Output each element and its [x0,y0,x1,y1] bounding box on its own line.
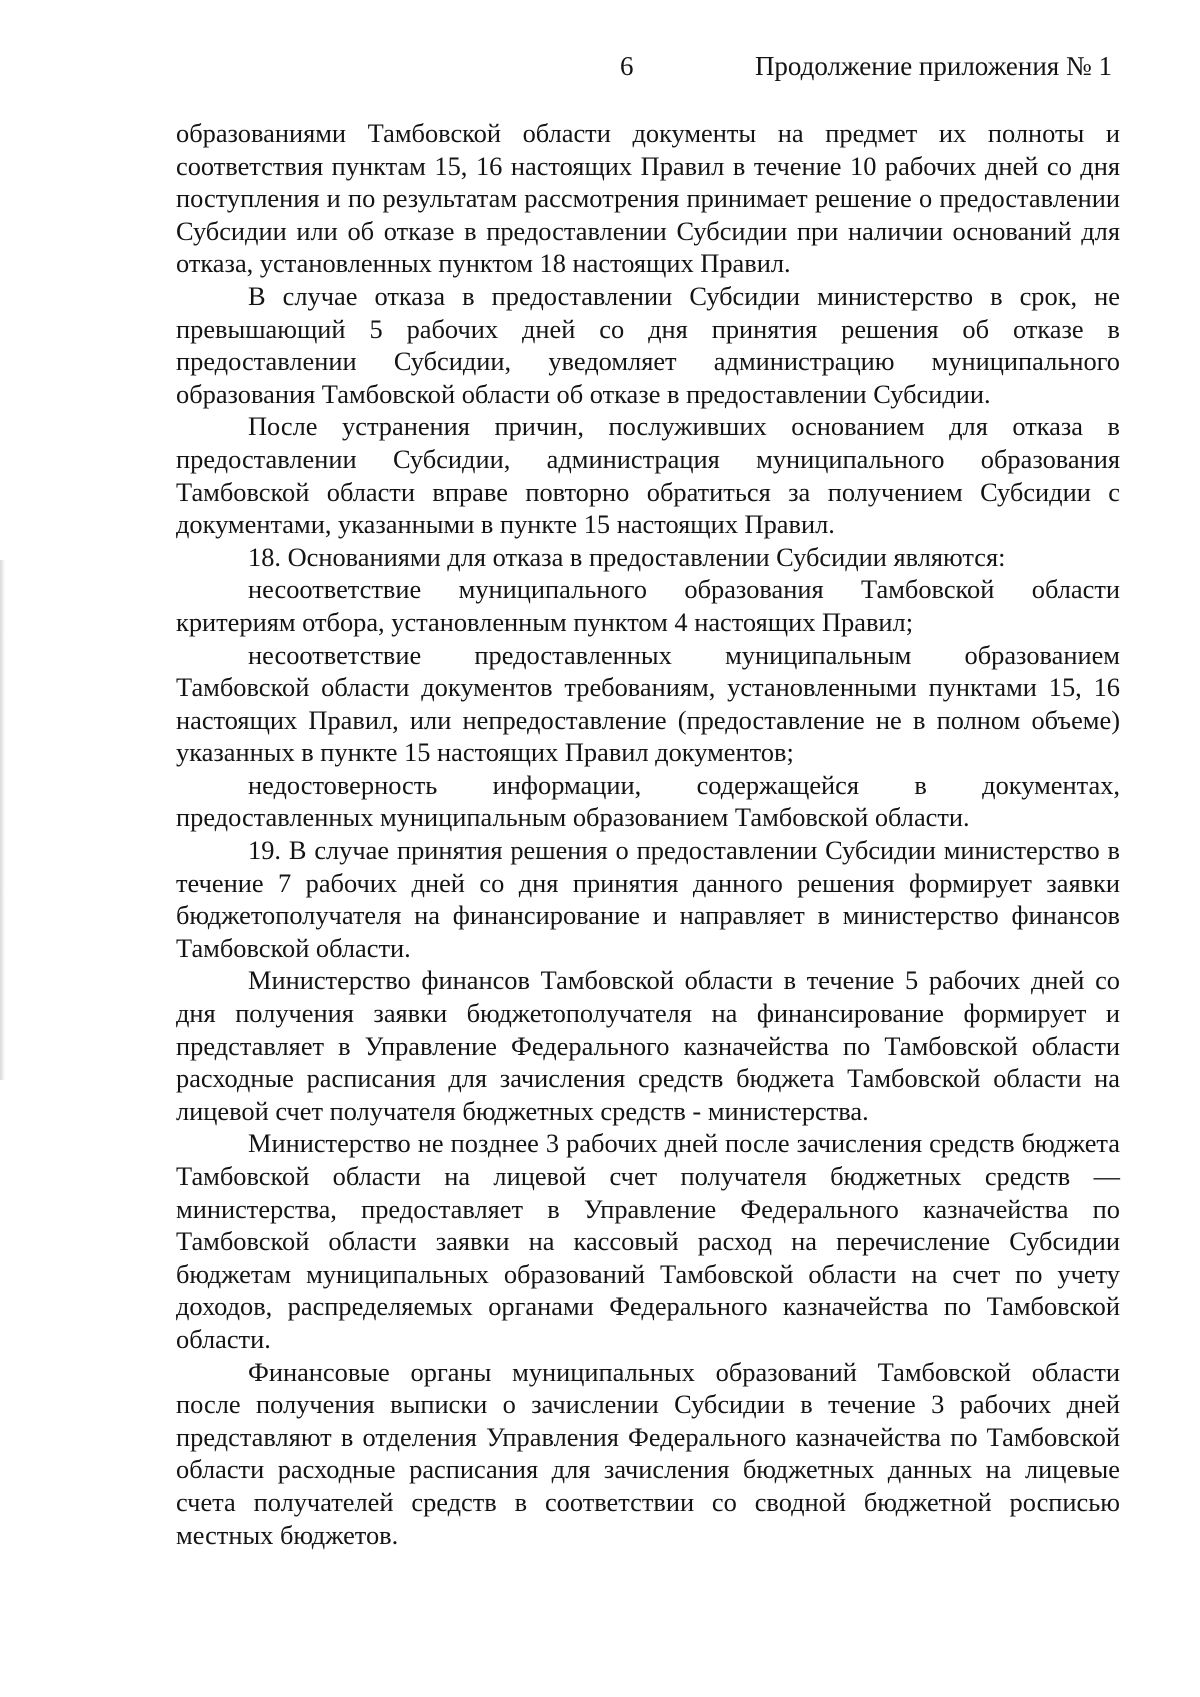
paragraph-reapplication: После устранения причин, послуживших основанием для отказа в предоставлении Субсидии, администрация муниципального образования Тамбовской области вправе повторно обратиться за получением Субсидии с документами, указанными в пункте 15 настоящих Правил. [176,411,1120,540]
page-number: 6 [620,51,634,81]
paragraph-refusal-ground-documents: несоответствие предоставленных муниципальным образованием Тамбовской области документов требованиям, установленными пунктами 15, 16 настоящих Правил, или непредоставление (предоставление не в полном объеме) указанных в пункте 15 настоящих Правил документов; [176,639,1120,768]
paragraph-item-19: 19. В случае принятия решения о предоставлении Субсидии министерство в течение 7 рабочих дней со дня принятия данного решения формирует заявки бюджетополучателя на финансирование и направляет в министерство финансов Тамбовской области. [176,835,1120,963]
paragraph-ministry-transfer: Министерство не позднее 3 рабочих дней после зачисления средств бюджета Тамбовской области на лицевой счет получателя бюджетных средств — министерства, предоставляет в Управление Федерального казначейства по Тамбовской области заявки на кассовый расход на перечисление Субсидии бюджетам муниципальных образований Тамбовской области на счет по учету доходов, распределяемых органами Федерального казначейства по Тамбовской области. [176,1128,1120,1354]
paragraph-refusal-ground-criteria: несоответствие муниципального образования Тамбовской области критериям отбора, установленным пунктом 4 настоящих Правил; [176,574,1120,637]
appendix-continuation-label: Продолжение приложения № 1 [754,51,1112,81]
paragraph-ministry-of-finance: Министерство финансов Тамбовской области в течение 5 рабочих дней со дня получения заявки бюджетополучателя на финансирование формирует и представляет в Управление Федерального казначейства по Тамбовской области расходные расписания для зачисления средств бюджета Тамбовской области на лицевой счет получателя бюджетных средств - министерства. [176,965,1120,1126]
paragraph-financial-bodies: Финансовые органы муниципальных образований Тамбовской области после получения выписки о зачислении Субсидии в течение 3 рабочих дней представляют в отделения Управления Федерального казначейства по Тамбовской области расходные расписания для зачисления бюджетных данных на лицевые счета получателей средств в соответствии со сводной бюджетной росписью местных бюджетов. [176,1356,1120,1550]
page-header [0,46,1200,86]
paragraph-refusal-notice: В случае отказа в предоставлении Субсидии министерство в срок, не превышающий 5 рабочих дней со дня принятия решения об отказе в предоставлении Субсидии, уведомляет администрацию муниципального образования Тамбовской области об отказе в предоставлении Субсидии. [176,280,1120,409]
scan-edge-shadow [0,560,5,1080]
paragraph-continuation: образованиями Тамбовской области документы на предмет их полноты и соответствия пунктам 15, 16 настоящих Правил в течение 10 рабочих дней со дня поступления и по результатам рассмотрения принимает решение о предоставлении Субсидии или об отказе в предоставлении Субсидии при наличии оснований для отказа, установленных пунктом 18 настоящих Правил. [176,118,1120,279]
document-body [176,117,1120,1551]
paragraph-refusal-ground-unreliable: недостоверность информации, содержащейся в документах, предоставленных муниципальным образованием Тамбовской области. [176,769,1120,833]
paragraph-item-18: 18. Основаниями для отказа в предоставлении Субсидии являются: [248,541,1006,572]
